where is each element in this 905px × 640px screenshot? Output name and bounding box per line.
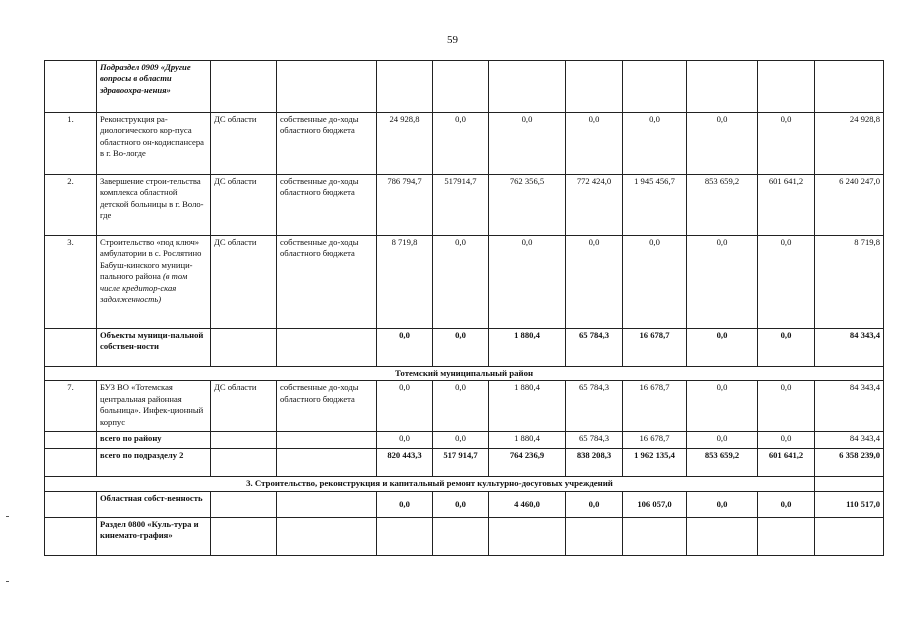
- value-cell: 65 784,3: [566, 381, 623, 432]
- value-cell: 0,0: [489, 113, 566, 175]
- value-cell: 16 678,7: [623, 329, 687, 367]
- value-cell: 1 945 456,7: [623, 175, 687, 236]
- district-total-label: всего по району: [97, 432, 211, 449]
- row-number: 2.: [45, 175, 97, 236]
- value-cell: 1 880,4: [489, 329, 566, 367]
- value-cell: 0,0: [433, 381, 489, 432]
- value-cell: 601 641,2: [758, 449, 815, 477]
- funding-type: собственные до-ходы областного бюджета: [277, 175, 377, 236]
- value-cell: 106 057,0: [623, 491, 687, 517]
- municipal-total-label: Объекты муници-пальной собствен-ности: [97, 329, 211, 367]
- value-cell: 0,0: [433, 491, 489, 517]
- value-cell: 84 343,4: [815, 432, 884, 449]
- budget-table: [44, 60, 884, 556]
- district-banner: Тотемский муниципальный район: [45, 367, 884, 381]
- value-cell: 84 343,4: [815, 329, 884, 367]
- value-cell: 0,0: [566, 491, 623, 517]
- district-banner-row: [45, 367, 884, 381]
- value-cell: 0,0: [758, 236, 815, 329]
- regional-property-row: [45, 491, 884, 517]
- value-cell: 0,0: [377, 491, 433, 517]
- value-cell: 0,0: [566, 113, 623, 175]
- value-cell: 0,0: [489, 236, 566, 329]
- table-row: [45, 113, 884, 175]
- table-row: [45, 175, 884, 236]
- value-cell: 84 343,4: [815, 381, 884, 432]
- table-row: [45, 381, 884, 432]
- object-name: Завершение строи-тельства комплекса областной детской больницы в г. Воло-где: [97, 175, 211, 236]
- value-cell: 0,0: [377, 432, 433, 449]
- value-cell: 0,0: [687, 236, 758, 329]
- value-cell: 0,0: [687, 381, 758, 432]
- value-cell: 24 928,8: [815, 113, 884, 175]
- funding-source: ДС области: [211, 236, 277, 329]
- value-cell: 853 659,2: [687, 449, 758, 477]
- value-cell: 1 880,4: [489, 381, 566, 432]
- value-cell: 16 678,7: [623, 432, 687, 449]
- value-cell: 0,0: [623, 236, 687, 329]
- value-cell: 517 914,7: [433, 449, 489, 477]
- municipal-total-row: [45, 329, 884, 367]
- table-row: [45, 236, 884, 329]
- value-cell: 8 719,8: [377, 236, 433, 329]
- value-cell: 0,0: [687, 432, 758, 449]
- value-cell: 0,0: [623, 113, 687, 175]
- value-cell: 1 880,4: [489, 432, 566, 449]
- value-cell: 65 784,3: [566, 432, 623, 449]
- value-cell: 0,0: [758, 329, 815, 367]
- value-cell: 0,0: [687, 113, 758, 175]
- value-cell: 786 794,7: [377, 175, 433, 236]
- value-cell: 0,0: [377, 329, 433, 367]
- value-cell: 8 719,8: [815, 236, 884, 329]
- section-0800-row: [45, 517, 884, 555]
- object-name: Реконструкция ра-диологического кор-пуса областного он-кодиспансера в г. Во-логде: [97, 113, 211, 175]
- page-number: 59: [447, 34, 458, 46]
- value-cell: 0,0: [433, 113, 489, 175]
- value-cell: 838 208,3: [566, 449, 623, 477]
- scan-mark: [6, 581, 9, 582]
- object-name: БУЗ ВО «Тотемская центральная районная больница». Инфек-ционный корпус: [97, 381, 211, 432]
- value-cell: 65 784,3: [566, 329, 623, 367]
- value-cell: 110 517,0: [815, 491, 884, 517]
- subsection-total-row: [45, 449, 884, 477]
- value-cell: 0,0: [433, 236, 489, 329]
- funding-source: ДС области: [211, 113, 277, 175]
- value-cell: 601 641,2: [758, 175, 815, 236]
- value-cell: 0,0: [377, 381, 433, 432]
- value-cell: 820 443,3: [377, 449, 433, 477]
- value-cell: 0,0: [758, 381, 815, 432]
- value-cell: 6 358 239,0: [815, 449, 884, 477]
- value-cell: 772 424,0: [566, 175, 623, 236]
- district-total-row: [45, 432, 884, 449]
- value-cell: 0,0: [433, 432, 489, 449]
- value-cell: 0,0: [433, 329, 489, 367]
- value-cell: 764 236,9: [489, 449, 566, 477]
- funding-type: собственные до-ходы областного бюджета: [277, 113, 377, 175]
- funding-source: ДС области: [211, 381, 277, 432]
- scan-mark: [6, 516, 9, 517]
- regional-property-label: Областная собст-венность: [97, 491, 211, 517]
- subsection-header-row: [45, 61, 884, 113]
- object-name-note: (в том числе кредитор-ская задолженность): [100, 271, 188, 305]
- value-cell: 762 356,5: [489, 175, 566, 236]
- empty-cell: [45, 61, 97, 113]
- section-0800-title: Раздел 0800 «Куль-тура и кинемато-графия»: [97, 517, 211, 555]
- section-banner-row: [45, 477, 884, 491]
- funding-type: собственные до-ходы областного бюджета: [277, 236, 377, 329]
- value-cell: 1 962 135,4: [623, 449, 687, 477]
- value-cell: 4 460,0: [489, 491, 566, 517]
- value-cell: 0,0: [758, 432, 815, 449]
- subsection-title: Подраздел 0909 «Другие вопросы в области здравоохра-нения»: [97, 61, 211, 113]
- section-banner: 3. Строительство, реконструкция и капитальный ремонт культурно-досуговых учреждений: [45, 477, 815, 491]
- row-number: 1.: [45, 113, 97, 175]
- value-cell: 0,0: [758, 491, 815, 517]
- funding-type: собственные до-ходы областного бюджета: [277, 381, 377, 432]
- value-cell: 0,0: [687, 491, 758, 517]
- object-name-cell: [97, 236, 211, 329]
- object-name: Строительство «под ключ» амбулатории в с. Рослятино Бабуш-кинского муници-пального района: [100, 237, 202, 282]
- row-number: 3.: [45, 236, 97, 329]
- value-cell: 0,0: [758, 113, 815, 175]
- funding-source: ДС области: [211, 175, 277, 236]
- value-cell: 6 240 247,0: [815, 175, 884, 236]
- value-cell: 517914,7: [433, 175, 489, 236]
- value-cell: 0,0: [687, 329, 758, 367]
- value-cell: 0,0: [566, 236, 623, 329]
- value-cell: 24 928,8: [377, 113, 433, 175]
- value-cell: 16 678,7: [623, 381, 687, 432]
- value-cell: 853 659,2: [687, 175, 758, 236]
- subsection-total-label: всего по подразделу 2: [97, 449, 211, 477]
- row-number: 7.: [45, 381, 97, 432]
